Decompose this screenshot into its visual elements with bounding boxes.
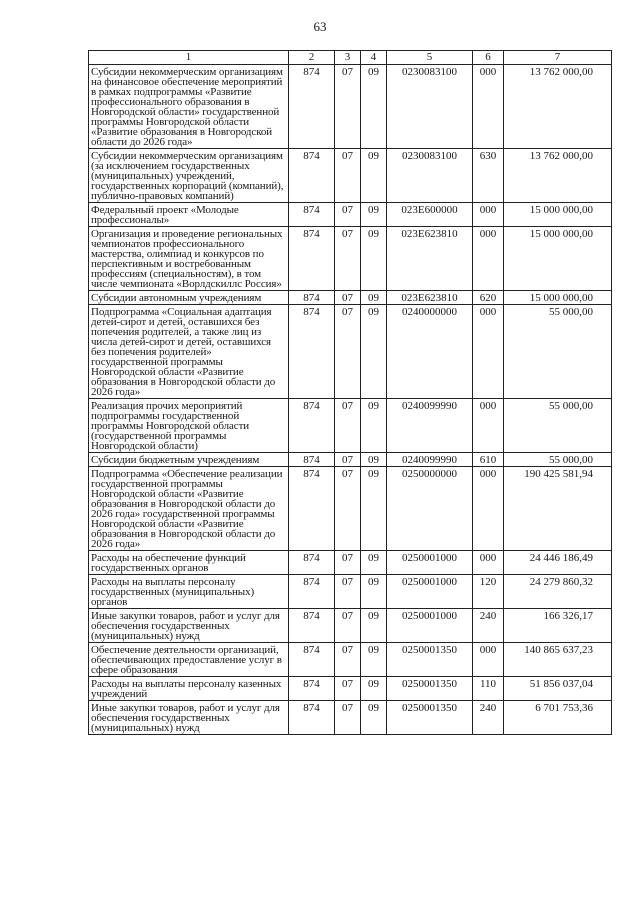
cell-subsection: 09 bbox=[361, 227, 387, 291]
header-cell-col-4: 4 bbox=[361, 51, 387, 65]
cell-target-article: 0250000000 bbox=[387, 467, 473, 551]
cell-expense-type: 240 bbox=[473, 701, 504, 735]
cell-target-article: 023E600000 bbox=[387, 203, 473, 227]
cell-name: Организация и проведение региональных чемпионатов профессионального мастерства, олимпиад и конкурсов по перспективным и востребованным профессиям (специальностям), в том числе чемпионата «Ворлдскиллс Россия» bbox=[89, 227, 289, 291]
cell-name: Субсидии бюджетным учреждениям bbox=[89, 453, 289, 467]
cell-target-article: 0250001000 bbox=[387, 575, 473, 609]
cell-target-article: 0250001350 bbox=[387, 701, 473, 735]
cell-target-article: 0250001000 bbox=[387, 551, 473, 575]
cell-name: Расходы на выплаты персоналу казенных учреждений bbox=[89, 677, 289, 701]
cell-expense-type: 000 bbox=[473, 467, 504, 551]
cell-grbs: 874 bbox=[289, 65, 335, 149]
table-row bbox=[89, 677, 612, 701]
cell-expense-type: 000 bbox=[473, 305, 504, 399]
table-row bbox=[89, 65, 612, 149]
cell-subsection: 09 bbox=[361, 551, 387, 575]
cell-expense-type: 000 bbox=[473, 551, 504, 575]
table-row bbox=[89, 227, 612, 291]
cell-amount: 13 762 000,00 bbox=[504, 65, 612, 149]
cell-subsection: 09 bbox=[361, 453, 387, 467]
cell-name: Субсидии некоммерческим организациям на финансовое обеспечение мероприятий в рамках подпрограммы «Развитие профессионального образования в Новгородской области» государственной программы Новгородской области «Развитие образования в Новгородской области до 2026 года» bbox=[89, 65, 289, 149]
table-row bbox=[89, 701, 612, 735]
cell-subsection: 09 bbox=[361, 305, 387, 399]
table-row bbox=[89, 467, 612, 551]
page-number: 63 bbox=[313, 19, 327, 34]
cell-subsection: 09 bbox=[361, 643, 387, 677]
cell-section: 07 bbox=[335, 399, 361, 453]
cell-expense-type: 000 bbox=[473, 227, 504, 291]
cell-section: 07 bbox=[335, 203, 361, 227]
header-cell-col-1: 1 bbox=[89, 51, 289, 65]
cell-expense-type: 000 bbox=[473, 643, 504, 677]
table-row bbox=[89, 551, 612, 575]
cell-expense-type: 630 bbox=[473, 149, 504, 203]
cell-subsection: 09 bbox=[361, 575, 387, 609]
cell-name: Расходы на обеспечение функций государственных органов bbox=[89, 551, 289, 575]
cell-target-article: 0250001000 bbox=[387, 609, 473, 643]
header-cell-col-6: 6 bbox=[473, 51, 504, 65]
cell-expense-type: 120 bbox=[473, 575, 504, 609]
cell-grbs: 874 bbox=[289, 677, 335, 701]
cell-section: 07 bbox=[335, 643, 361, 677]
cell-amount: 6 701 753,36 bbox=[504, 701, 612, 735]
cell-section: 07 bbox=[335, 467, 361, 551]
table-row bbox=[89, 453, 612, 467]
cell-grbs: 874 bbox=[289, 575, 335, 609]
cell-target-article: 0250001350 bbox=[387, 643, 473, 677]
table-row bbox=[89, 575, 612, 609]
table-row bbox=[89, 399, 612, 453]
cell-name: Иные закупки товаров, работ и услуг для обеспечения государственных (муниципальных) нужд bbox=[89, 609, 289, 643]
cell-section: 07 bbox=[335, 677, 361, 701]
cell-grbs: 874 bbox=[289, 643, 335, 677]
cell-amount: 24 279 860,32 bbox=[504, 575, 612, 609]
table-row bbox=[89, 305, 612, 399]
table-row bbox=[89, 149, 612, 203]
cell-amount: 15 000 000,00 bbox=[504, 227, 612, 291]
table-body bbox=[89, 65, 612, 735]
cell-expense-type: 240 bbox=[473, 609, 504, 643]
cell-name: Субсидии некоммерческим организациям (за исключением государственных (муниципальных) учреждений, государственных корпораций (компаний), публично-правовых компаний) bbox=[89, 149, 289, 203]
cell-name: Подпрограмма «Социальная адаптация детей-сирот и детей, оставшихся без попечения родителей, а также лиц из числа детей-сирот и детей, оставшихся без попечения родителей» государственной программы Новгородской области «Развитие образования в Новгородской области до 2026 года» bbox=[89, 305, 289, 399]
cell-section: 07 bbox=[335, 305, 361, 399]
cell-subsection: 09 bbox=[361, 677, 387, 701]
cell-amount: 140 865 637,23 bbox=[504, 643, 612, 677]
cell-subsection: 09 bbox=[361, 291, 387, 305]
cell-grbs: 874 bbox=[289, 149, 335, 203]
cell-expense-type: 000 bbox=[473, 399, 504, 453]
cell-target-article: 023E623810 bbox=[387, 227, 473, 291]
table-row bbox=[89, 643, 612, 677]
cell-section: 07 bbox=[335, 575, 361, 609]
header-cell-col-5: 5 bbox=[387, 51, 473, 65]
header-cell-col-7: 7 bbox=[504, 51, 612, 65]
table-row bbox=[89, 203, 612, 227]
cell-section: 07 bbox=[335, 291, 361, 305]
cell-amount: 24 446 186,49 bbox=[504, 551, 612, 575]
cell-grbs: 874 bbox=[289, 399, 335, 453]
cell-section: 07 bbox=[335, 227, 361, 291]
cell-section: 07 bbox=[335, 609, 361, 643]
cell-section: 07 bbox=[335, 149, 361, 203]
cell-grbs: 874 bbox=[289, 467, 335, 551]
cell-grbs: 874 bbox=[289, 609, 335, 643]
table-header-row bbox=[89, 51, 612, 65]
cell-subsection: 09 bbox=[361, 149, 387, 203]
cell-name: Подпрограмма «Обеспечение реализации государственной программы Новгородской области «Развитие образования в Новгородской области до 2026 года» государственной программы Новгородской области «Развитие образования в Новгородской области до 2026 года» bbox=[89, 467, 289, 551]
budget-table bbox=[88, 50, 612, 735]
cell-amount: 13 762 000,00 bbox=[504, 149, 612, 203]
cell-subsection: 09 bbox=[361, 701, 387, 735]
cell-subsection: 09 bbox=[361, 65, 387, 149]
cell-grbs: 874 bbox=[289, 453, 335, 467]
cell-target-article: 0240000000 bbox=[387, 305, 473, 399]
cell-expense-type: 000 bbox=[473, 65, 504, 149]
cell-name: Иные закупки товаров, работ и услуг для обеспечения государственных (муниципальных) нужд bbox=[89, 701, 289, 735]
cell-name: Федеральный проект «Молодые профессионалы» bbox=[89, 203, 289, 227]
cell-expense-type: 610 bbox=[473, 453, 504, 467]
cell-subsection: 09 bbox=[361, 609, 387, 643]
cell-expense-type: 000 bbox=[473, 203, 504, 227]
cell-expense-type: 110 bbox=[473, 677, 504, 701]
cell-grbs: 874 bbox=[289, 551, 335, 575]
cell-target-article: 0240099990 bbox=[387, 399, 473, 453]
cell-section: 07 bbox=[335, 65, 361, 149]
cell-name: Обеспечение деятельности организаций, обеспечивающих предоставление услуг в сфере образования bbox=[89, 643, 289, 677]
cell-grbs: 874 bbox=[289, 291, 335, 305]
cell-name: Реализация прочих мероприятий подпрограммы государственной программы Новгородской области (государственной программы Новгородской области) bbox=[89, 399, 289, 453]
cell-section: 07 bbox=[335, 453, 361, 467]
cell-expense-type: 620 bbox=[473, 291, 504, 305]
header-cell-col-2: 2 bbox=[289, 51, 335, 65]
header-cell-col-3: 3 bbox=[335, 51, 361, 65]
cell-name: Расходы на выплаты персоналу государственных (муниципальных) органов bbox=[89, 575, 289, 609]
cell-subsection: 09 bbox=[361, 399, 387, 453]
cell-subsection: 09 bbox=[361, 467, 387, 551]
cell-amount: 15 000 000,00 bbox=[504, 291, 612, 305]
cell-amount: 166 326,17 bbox=[504, 609, 612, 643]
cell-amount: 55 000,00 bbox=[504, 399, 612, 453]
cell-target-article: 0250001350 bbox=[387, 677, 473, 701]
cell-section: 07 bbox=[335, 551, 361, 575]
cell-target-article: 0230083100 bbox=[387, 65, 473, 149]
cell-amount: 51 856 037,04 bbox=[504, 677, 612, 701]
cell-target-article: 023E623810 bbox=[387, 291, 473, 305]
cell-target-article: 0230083100 bbox=[387, 149, 473, 203]
cell-amount: 55 000,00 bbox=[504, 453, 612, 467]
table-row bbox=[89, 291, 612, 305]
cell-name: Субсидии автономным учреждениям bbox=[89, 291, 289, 305]
cell-amount: 190 425 581,94 bbox=[504, 467, 612, 551]
cell-grbs: 874 bbox=[289, 227, 335, 291]
cell-amount: 15 000 000,00 bbox=[504, 203, 612, 227]
cell-grbs: 874 bbox=[289, 203, 335, 227]
cell-section: 07 bbox=[335, 701, 361, 735]
cell-subsection: 09 bbox=[361, 203, 387, 227]
cell-grbs: 874 bbox=[289, 305, 335, 399]
cell-target-article: 0240099990 bbox=[387, 453, 473, 467]
cell-amount: 55 000,00 bbox=[504, 305, 612, 399]
table-row bbox=[89, 609, 612, 643]
cell-grbs: 874 bbox=[289, 701, 335, 735]
